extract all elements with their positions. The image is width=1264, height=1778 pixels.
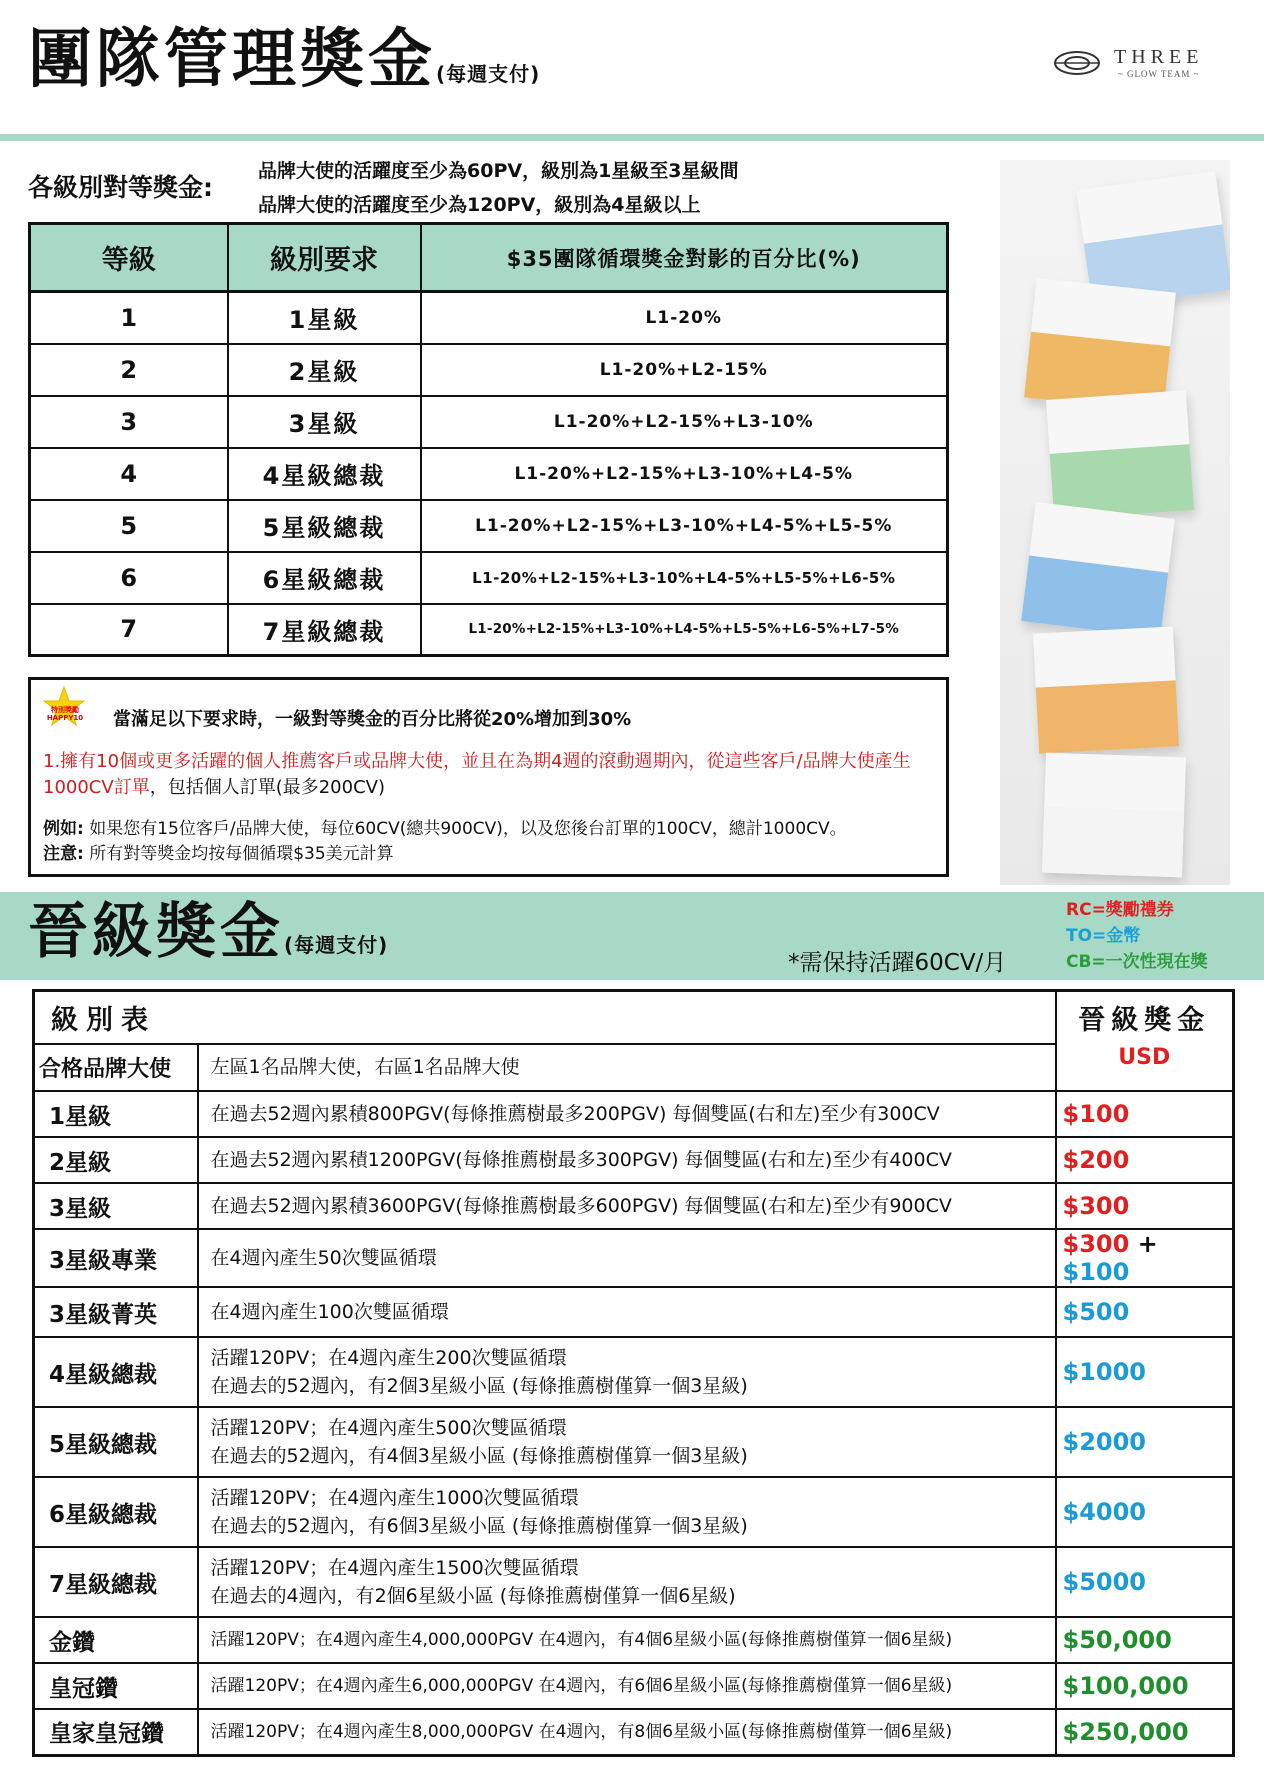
table-row: [34, 1407, 1234, 1477]
rank-description: 在4週內產生100次雙區循環: [198, 1287, 1056, 1337]
table-row: [30, 344, 948, 396]
rank-name: 6星級總裁: [34, 1477, 198, 1547]
table-row: [30, 396, 948, 448]
rank-name: 4星級總裁: [34, 1337, 198, 1407]
table-row: [30, 292, 948, 344]
table-row: [34, 1617, 1234, 1663]
level-cell: 7: [30, 604, 228, 656]
rank-description: [198, 1477, 1056, 1547]
legend-rc: RC=獎勵禮券: [1066, 900, 1174, 920]
bonus-amount: $4000: [1056, 1477, 1234, 1547]
rank-description: 在過去52週內累積800PGV(每條推薦樹最多200PGV) 每個雙區(右和左)至少有300CV: [198, 1091, 1056, 1137]
equal-bonus-notes: [258, 154, 739, 222]
matching-bonus-table: [28, 222, 949, 657]
rank-description: 在4週內產生50次雙區循環: [198, 1229, 1056, 1287]
example-label: 例如:: [43, 819, 84, 839]
legend-to: TO=金幣: [1066, 926, 1141, 946]
requirement-cell: 3星級: [228, 396, 421, 448]
table-row: [34, 1709, 1234, 1755]
three-logo-icon: [1052, 49, 1102, 77]
bonus-amount: $50,000: [1056, 1617, 1234, 1663]
product-box: [1042, 753, 1186, 878]
note-label: 注意:: [43, 844, 84, 864]
special-headline: 當滿足以下要求時，一級對等獎金的百分比將從20%增加到30%: [113, 709, 632, 730]
equal-bonus-note: 品牌大使的活躍度至少為60PV，級別為1星級至3星級間: [258, 160, 739, 182]
rank-description: 活躍120PV；在4週內產生6,000,000PGV 在4週內，有6個6星級小區(每條推薦樹僅算一個6星級): [198, 1663, 1056, 1709]
requirement-cell: 4星級總裁: [228, 448, 421, 500]
rank-description: 在過去52週內累積3600PGV(每條推薦樹最多600PGV) 每個雙區(右和左)至少有900CV: [198, 1183, 1056, 1229]
special-example: [43, 817, 847, 867]
bonus-amount-rc: $300: [1062, 1230, 1130, 1258]
table-row: [34, 1091, 1234, 1137]
rank-name: 3星級專業: [34, 1229, 198, 1287]
header-requirement: 級別要求: [228, 224, 421, 292]
description-line: 在過去的52週內，有2個3星級小區 (每條推薦樹僅算一個3星級): [210, 1375, 748, 1397]
bonus-header: [1056, 991, 1234, 1092]
bonus-amount: $100: [1056, 1091, 1234, 1137]
promotion-title: 晉級獎金(每週支付): [28, 897, 389, 967]
special-requirement: [43, 749, 933, 801]
rank-table-header: 級別表: [34, 991, 1056, 1044]
table-row: [34, 1183, 1234, 1229]
percentage-cell: L1-20%+L2-15%: [421, 344, 948, 396]
equal-bonus-label: 各級別對等獎金:: [28, 173, 213, 202]
product-box: [1046, 390, 1194, 519]
badge-line: 特別獎勵: [51, 706, 79, 714]
note-text: 所有對等獎金均按每個循環$35美元計算: [83, 844, 394, 864]
currency-legend: [1066, 897, 1208, 975]
description-line: 活躍120PV；在4週內產生500次雙區循環: [210, 1417, 567, 1439]
rank-description: [198, 1337, 1056, 1407]
page-title: 團隊管理獎金(每週支付): [28, 23, 541, 97]
rank-name: 皇家皇冠鑽: [34, 1709, 198, 1755]
percentage-cell: L1-20%+L2-15%+L3-10%+L4-5%+L5-5%+L6-5%+L7-5%: [421, 604, 948, 656]
level-cell: 1: [30, 292, 228, 344]
star-badge-text: [39, 706, 91, 722]
legend-cb: CB=一次性現在獎: [1066, 952, 1208, 972]
logo-name: THREE: [1114, 46, 1204, 68]
bonus-amount-to: $100: [1062, 1258, 1130, 1286]
table-row: [34, 1287, 1234, 1337]
bonus-amount: $5000: [1056, 1547, 1234, 1617]
rank-name: 3星級菁英: [34, 1287, 198, 1337]
level-cell: 3: [30, 396, 228, 448]
bonus-header-unit: USD: [1118, 1045, 1171, 1070]
rank-description: 左區1名品牌大使，右區1名品牌大使: [198, 1044, 1056, 1091]
header-level: 等級: [30, 224, 228, 292]
percentage-cell: L1-20%: [645, 307, 722, 328]
rank-name: 皇冠鑽: [34, 1663, 198, 1709]
bonus-amount: $500: [1056, 1287, 1234, 1337]
table-row: [34, 1229, 1234, 1287]
requirement-red-text: 1.擁有10個或更多活躍的個人推薦客戶或品牌大使，並且在為期4週的滾動週期內，從這些客戶/品牌大使產生1000CV訂單: [43, 751, 911, 798]
bonus-amount: $100,000: [1056, 1663, 1234, 1709]
rank-name: 1星級: [34, 1091, 198, 1137]
percentage-cell: L1-20%+L2-15%+L3-10%+L4-5%+L5-5%+L6-5%: [421, 552, 948, 604]
requirement-black-text: ，包括個人訂單(最多200CV): [149, 777, 385, 798]
bonus-plus: +: [1129, 1230, 1158, 1258]
percentage-cell: L1-20%+L2-15%+L3-10%+L4-5%: [421, 448, 948, 500]
description-line: 活躍120PV；在4週內產生200次雙區循環: [210, 1347, 567, 1369]
table-row: [30, 604, 948, 656]
table-row: [34, 1477, 1234, 1547]
percentage-cell: L1-20%+L2-15%+L3-10%: [421, 396, 948, 448]
description-line: 在過去的52週內，有6個3星級小區 (每條推薦樹僅算一個3星級): [210, 1515, 748, 1537]
description-line: 在過去的4週內，有2個6星級小區 (每條推薦樹僅算一個6星級): [210, 1585, 736, 1607]
requirement-cell: 5星級總裁: [228, 500, 421, 552]
header-percentage: $35團隊循環獎金對影的百分比(%): [421, 224, 948, 292]
rank-name: 2星級: [34, 1137, 198, 1183]
description-line: 活躍120PV；在4週內產生1500次雙區循環: [210, 1557, 579, 1579]
requirement-cell: 2星級: [228, 344, 421, 396]
bonus-amount: $250,000: [1056, 1709, 1234, 1755]
promotion-title-note: (每週支付): [284, 933, 389, 957]
rank-description: 活躍120PV；在4週內產生8,000,000PGV 在4週內，有8個6星級小區(每條推薦樹僅算一個6星級): [198, 1709, 1056, 1755]
level-cell: 4: [30, 448, 228, 500]
rank-name: 金鑽: [34, 1617, 198, 1663]
logo-subtitle: ~ GLOW TEAM ~: [1117, 69, 1200, 79]
bonus-amount: $2000: [1056, 1407, 1234, 1477]
title-note: (每週支付): [436, 62, 541, 86]
rank-name: 5星級總裁: [34, 1407, 198, 1477]
requirement-cell: 7星級總裁: [228, 604, 421, 656]
table-row: [34, 1044, 1234, 1091]
example-text: 如果您有15位客戶/品牌大使，每位60CV(總共900CV)，以及您後台訂單的100CV，總計1000CV。: [83, 819, 847, 839]
product-photo: [1000, 160, 1230, 885]
promotion-bonus-table: [32, 989, 1235, 1757]
rank-description: 活躍120PV；在4週內產生4,000,000PGV 在4週內，有4個6星級小區(每條推薦樹僅算一個6星級): [198, 1617, 1056, 1663]
rank-description: [198, 1407, 1056, 1477]
table-row: [34, 1547, 1234, 1617]
bonus-amount: $200: [1056, 1137, 1234, 1183]
description-line: 活躍120PV；在4週內產生1000次雙區循環: [210, 1487, 579, 1509]
table-row: [30, 500, 948, 552]
bonus-amount: $1000: [1056, 1337, 1234, 1407]
description-line: 在過去的52週內，有4個3星級小區 (每條推薦樹僅算一個3星級): [210, 1445, 748, 1467]
bonus-amount: $300: [1056, 1183, 1234, 1229]
equal-bonus-note: 品牌大使的活躍度至少為120PV，級別為4星級以上: [258, 194, 701, 216]
requirement-cell: 1星級: [228, 292, 421, 344]
percentage-cell: L1-20%+L2-15%+L3-10%+L4-5%+L5-5%: [421, 500, 948, 552]
bonus-amount: [1056, 1229, 1234, 1287]
requirement-cell: 6星級總裁: [228, 552, 421, 604]
table-row: [30, 552, 948, 604]
table-row: [34, 1663, 1234, 1709]
table-row: [30, 448, 948, 500]
rank-name: 3星級: [34, 1183, 198, 1229]
level-cell: 6: [30, 552, 228, 604]
maintain-note: *需保持活躍60CV/月: [788, 950, 1007, 976]
rank-description: 在過去52週內累積1200PGV(每條推薦樹最多300PGV) 每個雙區(右和左)至少有400CV: [198, 1137, 1056, 1183]
brand-logo: [1052, 46, 1203, 79]
rank-description: [198, 1547, 1056, 1617]
rank-name: 7星級總裁: [34, 1547, 198, 1617]
badge-line: HAPPY10: [46, 714, 84, 722]
header-divider: [0, 134, 1264, 141]
level-cell: 5: [30, 500, 228, 552]
table-row: [34, 1137, 1234, 1183]
rank-name: 合格品牌大使: [34, 1044, 198, 1091]
table-row: [34, 1337, 1234, 1407]
level-cell: 2: [30, 344, 228, 396]
bonus-header-title: 晉級獎金: [1078, 1005, 1211, 1036]
product-box: [1021, 502, 1175, 638]
special-bonus-box: [28, 677, 949, 877]
product-box: [1033, 626, 1179, 753]
